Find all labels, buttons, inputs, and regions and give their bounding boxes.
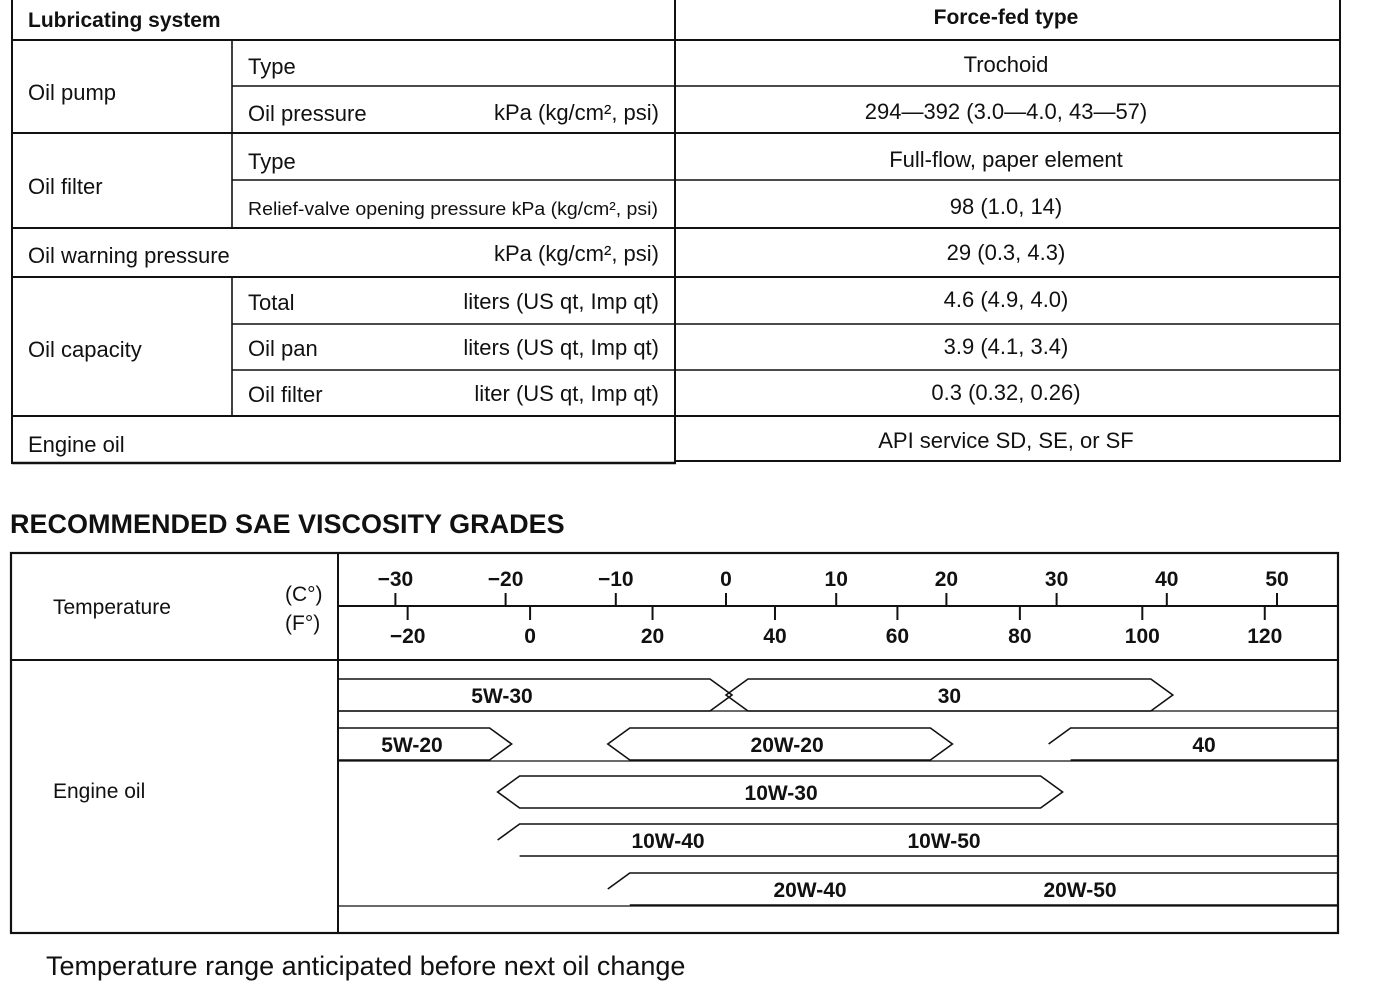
celsius-tick-label: −30 bbox=[377, 568, 414, 591]
warning-label: Oil warning pressure bbox=[28, 243, 230, 268]
capacity-total-value: 4.6 (4.9, 4.0) bbox=[943, 287, 1069, 312]
viscosity-labels bbox=[53, 583, 323, 803]
viscosity-grade-bars bbox=[338, 679, 1338, 905]
oil-pressure-label: Oil pressure bbox=[248, 101, 367, 126]
viscosity-heading: RECOMMENDED SAE VISCOSITY GRADES bbox=[10, 509, 565, 539]
oil-pump-type-value: Trochoid bbox=[963, 52, 1049, 77]
warning-unit: kPa (kg/cm², psi) bbox=[493, 241, 659, 266]
viscosity-frame bbox=[11, 553, 1338, 933]
relief-valve-label: Relief-valve opening pressure kPa (kg/cm², psi) bbox=[248, 198, 658, 219]
temperature-label: Temperature bbox=[53, 596, 171, 619]
grade-label-20w-20: 20W-20 bbox=[750, 734, 824, 757]
fahrenheit-axis bbox=[390, 606, 1282, 648]
celsius-tick-label: −10 bbox=[597, 568, 634, 591]
grade-label-20w-50: 20W-50 bbox=[1043, 879, 1117, 902]
engine-oil-chart-label: Engine oil bbox=[53, 780, 146, 803]
grade-label-10w-30: 10W-30 bbox=[744, 782, 818, 805]
grade-bar-5w-30 bbox=[338, 679, 732, 711]
capacity-filter-value: 0.3 (0.32, 0.26) bbox=[931, 380, 1081, 405]
capacity-pan-value: 3.9 (4.1, 3.4) bbox=[943, 334, 1069, 359]
oil-pump-type-label: Type bbox=[248, 54, 296, 79]
footnote: Temperature range anticipated before next oil change bbox=[46, 951, 686, 981]
celsius-tick-label: 0 bbox=[720, 568, 732, 591]
capacity-total-unit: liters (US qt, Imp qt) bbox=[463, 289, 659, 314]
grade-label-20w-40: 20W-40 bbox=[773, 879, 847, 902]
relief-valve-value: 98 (1.0, 14) bbox=[949, 194, 1063, 219]
warning-value: 29 (0.3, 4.3) bbox=[946, 240, 1066, 265]
capacity-total-label: Total bbox=[248, 290, 295, 315]
oil-filter-type-value: Full-flow, paper element bbox=[889, 147, 1123, 172]
unit-celsius: (C°) bbox=[285, 583, 323, 606]
grade-label-40: 40 bbox=[1192, 734, 1216, 757]
capacity-pan-unit: liters (US qt, Imp qt) bbox=[463, 335, 659, 360]
grade-label-5w-30: 5W-30 bbox=[471, 685, 533, 708]
fahrenheit-tick-label: −20 bbox=[389, 625, 426, 648]
celsius-tick-label: −20 bbox=[487, 568, 524, 591]
spec-table-text bbox=[28, 6, 1147, 457]
unit-fahrenheit: (F°) bbox=[285, 612, 321, 635]
celsius-tick-label: 50 bbox=[1265, 568, 1289, 591]
capacity-filter-label: Oil filter bbox=[248, 382, 323, 407]
oil-pump-label: Oil pump bbox=[28, 80, 117, 105]
celsius-tick-label: 30 bbox=[1044, 568, 1069, 591]
grade-label-30: 30 bbox=[937, 685, 962, 708]
capacity-pan-label: Oil pan bbox=[248, 336, 318, 361]
engine-oil-label: Engine oil bbox=[28, 432, 125, 457]
capacity-filter-unit: liter (US qt, Imp qt) bbox=[474, 381, 659, 406]
grade-label-5w-20: 5W-20 bbox=[381, 734, 443, 757]
grade-bar-20w-40 bbox=[608, 873, 1338, 905]
header-value: Force-fed type bbox=[933, 6, 1079, 29]
oil-pressure-unit: kPa (kg/cm², psi) bbox=[493, 100, 659, 125]
oil-filter-type-label: Type bbox=[248, 149, 296, 174]
grade-label-10w-50: 10W-50 bbox=[907, 830, 981, 853]
spec-table bbox=[12, 0, 1340, 464]
fahrenheit-tick-label: 120 bbox=[1247, 625, 1283, 648]
fahrenheit-tick-label: 20 bbox=[640, 625, 665, 648]
fahrenheit-tick-label: 0 bbox=[524, 625, 536, 648]
fahrenheit-tick-label: 80 bbox=[1008, 625, 1032, 648]
oil-pressure-value: 294—392 (3.0—4.0, 43—57) bbox=[864, 99, 1148, 124]
header-label: Lubricating system bbox=[28, 9, 221, 32]
celsius-tick-label: 40 bbox=[1155, 568, 1179, 591]
fahrenheit-tick-label: 60 bbox=[885, 625, 910, 648]
capacity-label: Oil capacity bbox=[28, 337, 142, 362]
engine-oil-value: API service SD, SE, or SF bbox=[878, 428, 1134, 453]
celsius-tick-label: 20 bbox=[934, 568, 959, 591]
fahrenheit-tick-label: 100 bbox=[1124, 625, 1160, 648]
celsius-tick-label: 10 bbox=[824, 568, 848, 591]
fahrenheit-tick-label: 40 bbox=[763, 625, 787, 648]
grade-label-10w-40: 10W-40 bbox=[631, 830, 705, 853]
celsius-axis bbox=[378, 568, 1289, 606]
oil-filter-label: Oil filter bbox=[28, 174, 103, 199]
